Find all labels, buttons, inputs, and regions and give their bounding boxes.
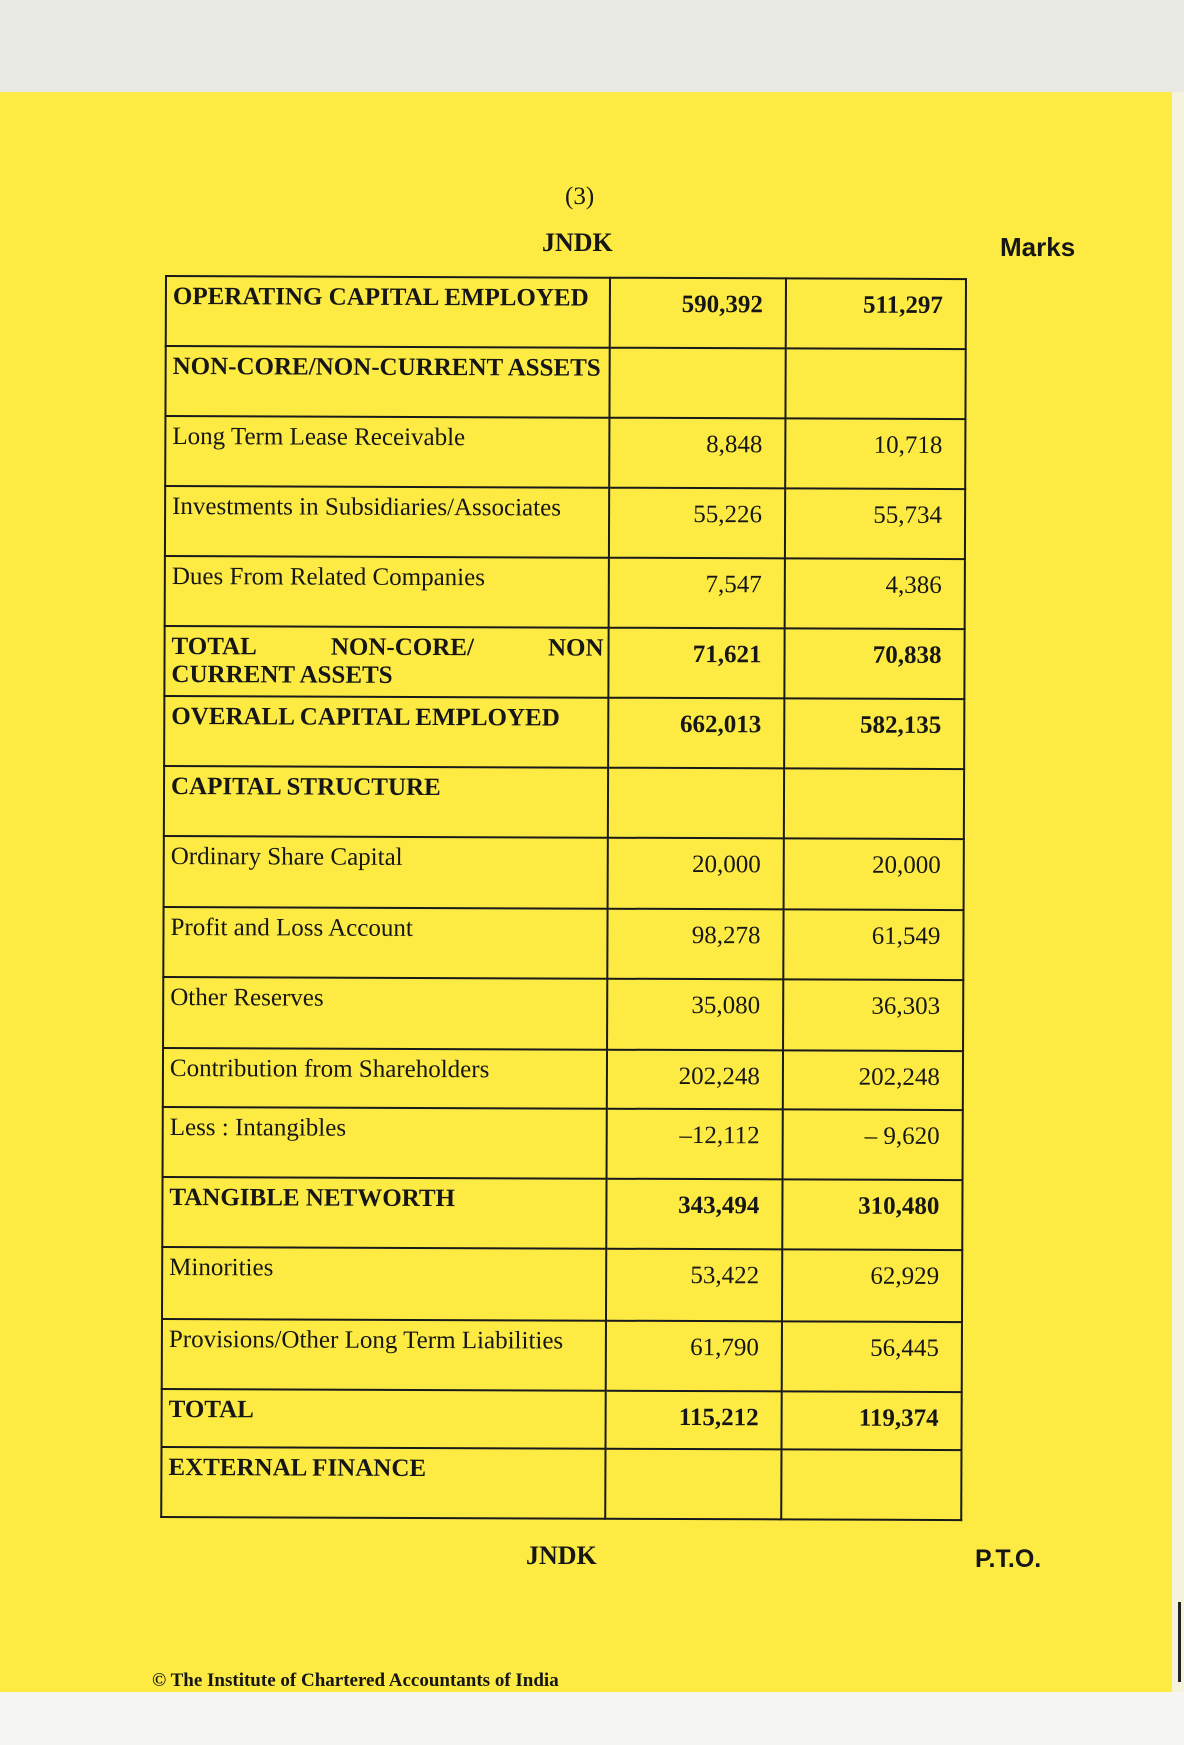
value-cell: –12,112	[607, 1109, 783, 1180]
financial-table	[160, 275, 967, 1521]
value-cell: 36,303	[783, 979, 963, 1051]
table-row	[163, 907, 963, 980]
scan-top-margin	[0, 0, 1184, 92]
value-cell: 70,838	[784, 628, 964, 699]
row-label: Ordinary Share Capital	[164, 836, 608, 909]
copyright-notice: © The Institute of Chartered Accountants of India	[152, 1670, 559, 1691]
value-cell: 61,790	[606, 1321, 782, 1392]
value-cell: 7,547	[609, 558, 785, 629]
value-cell: 119,374	[781, 1391, 961, 1450]
page-edge	[1172, 92, 1184, 1692]
value-cell: 55,226	[609, 488, 785, 559]
value-cell: 55,734	[785, 488, 965, 559]
table-row	[164, 836, 964, 910]
table-row	[165, 346, 965, 419]
value-cell	[781, 1449, 961, 1520]
value-cell: 53,422	[606, 1249, 782, 1322]
value-cell: 582,135	[784, 698, 964, 769]
value-cell: 61,549	[783, 909, 963, 980]
row-label: EXTERNAL FINANCE	[161, 1447, 605, 1519]
row-label: Dues From Related Companies	[165, 556, 609, 628]
row-label: TANGIBLE NETWORTH	[162, 1177, 606, 1249]
row-label: CAPITAL STRUCTURE	[164, 766, 608, 838]
footer-code: JNDK	[526, 1541, 597, 1570]
table-row	[161, 1447, 961, 1520]
table-row	[162, 1177, 962, 1250]
value-cell: – 9,620	[783, 1109, 963, 1180]
row-label: TOTAL	[161, 1389, 605, 1449]
value-cell: 662,013	[608, 698, 784, 769]
value-cell	[605, 1449, 781, 1520]
value-cell	[785, 348, 965, 419]
value-cell: 56,445	[782, 1321, 962, 1392]
row-label: Contribution from Shareholders	[163, 1048, 607, 1109]
scan-bottom-margin	[0, 1692, 1184, 1745]
marks-label: Marks	[1000, 232, 1076, 262]
row-label: Minorities	[162, 1247, 606, 1321]
label-line-2: CURRENT ASSETS	[171, 661, 393, 689]
value-cell: 35,080	[607, 979, 783, 1051]
row-label: Less : Intangibles	[163, 1107, 607, 1179]
row-label: Long Term Lease Receivable	[165, 416, 609, 488]
row-label: OPERATING CAPITAL EMPLOYED	[166, 276, 610, 348]
value-cell: 98,278	[607, 909, 783, 980]
table-row	[163, 1107, 963, 1180]
table-row	[162, 1247, 962, 1322]
label-word: NON	[547, 634, 604, 662]
pto-label: P.T.O.	[975, 1545, 1042, 1573]
row-label: OVERALL CAPITAL EMPLOYED	[164, 696, 608, 768]
page-number: (3)	[565, 183, 595, 210]
row-label	[164, 626, 608, 698]
header-code: JNDK	[542, 228, 613, 257]
row-label: Profit and Loss Account	[163, 907, 607, 979]
row-label: NON-CORE/NON-CURRENT ASSETS	[165, 346, 609, 418]
table-row	[164, 766, 964, 839]
value-cell: 115,212	[605, 1391, 781, 1450]
value-cell: 4,386	[785, 558, 965, 629]
value-cell	[608, 768, 784, 839]
value-cell: 590,392	[610, 278, 786, 349]
label-word: TOTAL	[171, 633, 257, 661]
value-cell	[784, 768, 964, 839]
value-cell: 20,000	[784, 838, 964, 910]
table-row	[164, 696, 964, 769]
table-row	[162, 1319, 962, 1392]
table-row	[161, 1389, 961, 1450]
value-cell: 343,494	[606, 1179, 782, 1250]
table-row	[163, 1048, 963, 1110]
value-cell: 10,718	[785, 418, 965, 489]
value-cell: 20,000	[608, 838, 784, 910]
table-row	[164, 626, 964, 699]
label-justified-line	[172, 633, 604, 663]
table-row	[165, 416, 965, 489]
label-word: NON-CORE/	[330, 633, 474, 662]
value-cell: 511,297	[786, 278, 966, 349]
table-row	[163, 977, 963, 1051]
table-row	[165, 486, 965, 559]
table-row	[166, 276, 966, 349]
row-label: Investments in Subsidiaries/Associates	[165, 486, 609, 558]
value-cell	[609, 348, 785, 419]
row-label: Provisions/Other Long Term Liabilities	[162, 1319, 606, 1391]
value-cell: 202,248	[607, 1050, 783, 1110]
row-label: Other Reserves	[163, 977, 607, 1050]
value-cell: 62,929	[782, 1249, 962, 1322]
table-row	[165, 556, 965, 629]
value-cell: 310,480	[782, 1179, 962, 1250]
value-cell: 8,848	[609, 418, 785, 489]
value-cell: 202,248	[783, 1050, 963, 1110]
value-cell: 71,621	[608, 628, 784, 699]
